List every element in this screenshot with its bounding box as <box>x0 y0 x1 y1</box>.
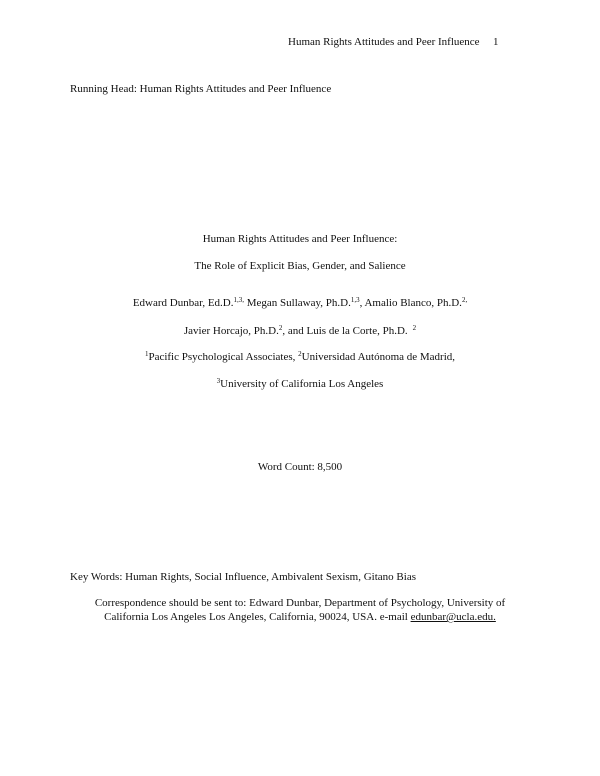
author-affiliation-mark: 1,3, <box>233 296 244 304</box>
affiliation: University of California Los Angeles <box>220 378 384 390</box>
author-name: Javier Horcajo, Ph.D. <box>183 325 279 337</box>
affiliation-mark: 3 <box>216 377 221 385</box>
author-name: , Amalio Blanco, Ph.D. <box>359 297 462 309</box>
affiliation-mark: 1 <box>144 350 149 358</box>
author-name: Edward Dunbar, Ed.D. <box>132 297 234 309</box>
running-head: Running Head: Human Rights Attitudes and Peer Influence <box>70 83 332 95</box>
affiliations-line-2 <box>0 378 600 390</box>
title-line-2: The Role of Explicit Bias, Gender, and Salience <box>194 260 406 272</box>
affiliation-mark: 2 <box>298 350 302 358</box>
title-line-1: Human Rights Attitudes and Peer Influence: <box>202 233 398 245</box>
word-count: Word Count: 8,500 <box>257 461 343 473</box>
author-affiliation-mark: 1,3 <box>350 296 360 304</box>
authors-line-1 <box>0 297 600 309</box>
authors-line-2 <box>0 325 600 337</box>
author-affiliation-mark: 2, <box>461 296 468 304</box>
author-name: Megan Sullaway, Ph.D. <box>243 297 351 309</box>
header-running-title: Human Rights Attitudes and Peer Influence <box>288 36 480 48</box>
key-words: Key Words: Human Rights, Social Influence, Ambivalent Sexism, Gitano Bias <box>70 571 416 583</box>
correspondence-line-2 <box>0 611 600 623</box>
author-affiliation-mark: 2 <box>412 324 417 332</box>
author-affiliation-mark: 2 <box>278 324 283 332</box>
page-number: 1 <box>493 36 499 48</box>
affiliation: Universidad Autónoma de Madrid, <box>301 351 456 363</box>
page-header <box>288 36 499 48</box>
correspondence-line-1: Correspondence should be sent to: Edward Dunbar, Department of Psychology, University of <box>94 597 506 609</box>
author-name: , and Luis de la Corte, Ph.D. <box>282 325 408 337</box>
affiliation: Pacific Psychological Associates, <box>148 351 299 363</box>
email-link[interactable]: edunbar@ucla.edu. <box>410 611 496 623</box>
affiliations-line-1 <box>0 351 600 363</box>
correspondence-text: California Los Angeles Los Angeles, California, 90024, USA. e-mail <box>104 611 411 623</box>
